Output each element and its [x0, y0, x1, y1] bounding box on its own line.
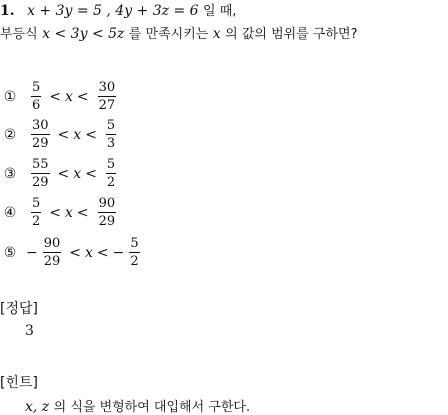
- hint-variables: x, z: [25, 399, 50, 415]
- fraction-denominator: 2: [106, 175, 116, 190]
- fraction: [129, 236, 139, 269]
- less-than-sign: <: [85, 165, 97, 182]
- fraction-numerator: 5: [106, 157, 116, 172]
- fraction-numerator: 5: [130, 236, 139, 251]
- fraction-numerator: 90: [43, 236, 61, 251]
- fraction: [31, 196, 41, 229]
- condition-equations: x + 3y = 5 , 4y + 3z = 6: [27, 3, 199, 19]
- choice-option[interactable]: [0, 157, 120, 190]
- hint-text-line: [25, 396, 250, 415]
- fraction: [31, 157, 50, 190]
- fraction-denominator: 27: [98, 98, 116, 113]
- fraction-denominator: 3: [106, 136, 116, 151]
- less-than-sign: <: [76, 88, 89, 105]
- fraction-denominator: 2: [130, 254, 139, 269]
- less-than-sign: <: [57, 165, 70, 182]
- choice-bound-left: [26, 157, 54, 190]
- choice-variable: x: [65, 204, 73, 221]
- choice-option[interactable]: [0, 196, 120, 229]
- choice-variable: x: [73, 165, 82, 182]
- fraction-denominator: 6: [32, 98, 41, 113]
- choice-marker: ④: [3, 204, 17, 221]
- answer-label: [정답]: [0, 301, 38, 317]
- fraction-numerator: 5: [32, 196, 41, 211]
- choice-option[interactable]: [0, 118, 120, 151]
- choice-variable: x: [73, 126, 82, 143]
- bound-sign: −: [112, 244, 125, 261]
- choice-option[interactable]: [0, 80, 120, 113]
- fraction-denominator: 29: [98, 214, 116, 229]
- answer-value: 3: [25, 323, 34, 339]
- fraction-numerator: 30: [32, 118, 49, 133]
- prompt-suffix: 의 값의 범위를 구하면?: [225, 27, 358, 42]
- fraction-numerator: 30: [98, 80, 116, 95]
- question-number: 1.: [0, 3, 15, 19]
- choice-bound-right: [93, 196, 121, 229]
- choice-bound-right: [101, 157, 120, 190]
- choice-marker: ⑤: [3, 244, 17, 261]
- fraction-numerator: 55: [32, 157, 49, 172]
- fraction-denominator: 29: [32, 175, 49, 190]
- less-than-sign: <: [69, 244, 82, 261]
- choice-marker: ③: [3, 165, 17, 182]
- fraction: [31, 80, 41, 113]
- bound-sign: −: [26, 244, 38, 261]
- hint-label: [힌트]: [0, 375, 38, 391]
- prompt-variable: x: [212, 26, 221, 42]
- fraction: [98, 80, 117, 113]
- question-line: [0, 2, 236, 21]
- fraction-numerator: 5: [32, 80, 41, 95]
- fraction: [31, 118, 50, 151]
- condition-suffix: 일 때,: [203, 4, 237, 19]
- less-than-sign: <: [96, 244, 109, 261]
- choice-bound-right: [113, 236, 144, 269]
- choice-bound-left: [26, 80, 45, 113]
- choice-marker: ②: [3, 126, 17, 143]
- choice-variable: x: [85, 244, 93, 261]
- fraction: [43, 236, 62, 269]
- fraction: [106, 118, 116, 151]
- prompt-prefix: 부등식: [0, 27, 38, 42]
- choice-bound-left: [26, 196, 45, 229]
- fraction-numerator: 90: [98, 196, 116, 211]
- choice-bound-right: [101, 118, 120, 151]
- less-than-sign: <: [85, 126, 97, 143]
- choice-marker: ①: [3, 88, 17, 105]
- hint-text: 의 식을 변형하여 대입해서 구한다.: [53, 400, 251, 415]
- choice-bound-left: [26, 236, 65, 269]
- choice-variable: x: [65, 88, 73, 105]
- fraction: [106, 157, 116, 190]
- less-than-sign: <: [49, 88, 62, 105]
- less-than-sign: <: [76, 204, 89, 221]
- less-than-sign: <: [57, 126, 70, 143]
- fraction-denominator: 29: [32, 136, 49, 151]
- fraction: [98, 196, 117, 229]
- fraction-denominator: 29: [43, 254, 61, 269]
- choice-bound-right: [93, 80, 121, 113]
- fraction-denominator: 2: [32, 214, 41, 229]
- fraction-numerator: 5: [106, 118, 116, 133]
- less-than-sign: <: [49, 204, 62, 221]
- prompt-inequality: x < 3y < 5z: [42, 26, 125, 42]
- choice-option[interactable]: [0, 236, 144, 269]
- choice-bound-left: [26, 118, 54, 151]
- prompt-mid: 를 만족시키는: [128, 27, 209, 42]
- prompt-line: [0, 25, 357, 44]
